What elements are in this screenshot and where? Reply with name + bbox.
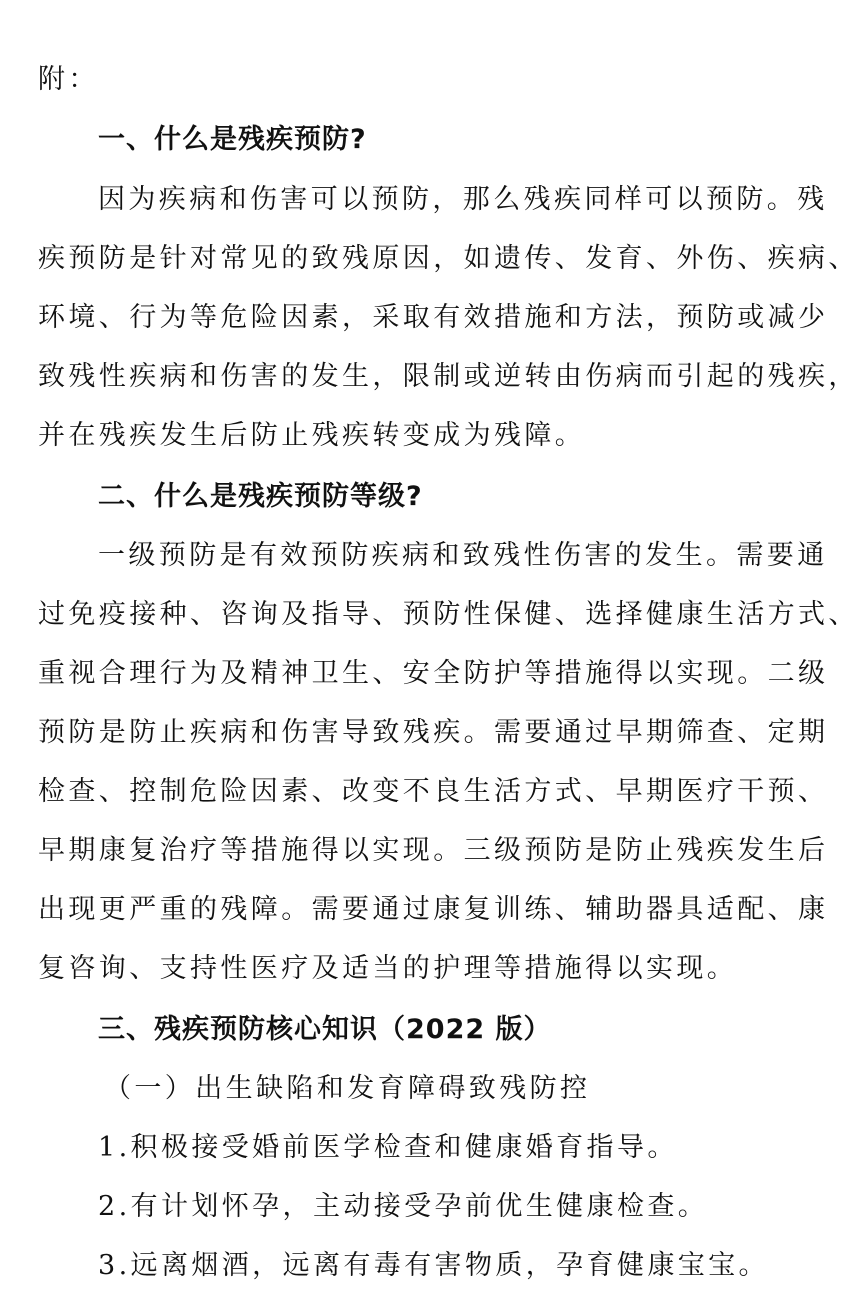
section-2-line-6: 早期康复治疗等措施得以实现。三级预防是防止残疾发生后 xyxy=(38,835,829,866)
section-2-line-2: 过免疫接种、咨询及指导、预防性保健、选择健康生活方式、 xyxy=(38,599,859,630)
list-item-2: 2.有计划怀孕，主动接受孕前优生健康检查。 xyxy=(98,1191,709,1222)
section-3-subheading: （一）出生缺陷和发育障碍致残防控 xyxy=(104,1073,591,1104)
section-1-line-2: 疾预防是针对常见的致残原因，如遗传、发育、外伤、疾病、 xyxy=(38,243,859,274)
attachment-label: 附： xyxy=(38,64,99,95)
section-1-heading: 一、什么是残疾预防? xyxy=(98,124,367,155)
section-2-heading: 二、什么是残疾预防等级? xyxy=(98,481,423,512)
list-item-1: 1.积极接受婚前医学检查和健康婚育指导。 xyxy=(98,1132,678,1163)
section-2-line-3: 重视合理行为及精神卫生、安全防护等措施得以实现。二级 xyxy=(38,658,829,689)
section-2-line-8: 复咨询、支持性医疗及适当的护理等措施得以实现。 xyxy=(38,953,738,984)
list-item-3: 3.远离烟酒，远离有毒有害物质，孕育健康宝宝。 xyxy=(98,1250,769,1281)
section-2-line-4: 预防是防止疾病和伤害导致残疾。需要通过早期筛查、定期 xyxy=(38,717,829,748)
section-2-line-1: 一级预防是有效预防疾病和致残性伤害的发生。需要通 xyxy=(98,540,828,571)
section-1-line-5: 并在残疾发生后防止残疾转变成为残障。 xyxy=(38,420,586,451)
section-1-line-3: 环境、行为等危险因素，采取有效措施和方法，预防或减少 xyxy=(38,302,829,333)
section-1-line-1: 因为疾病和伤害可以预防，那么残疾同样可以预防。残 xyxy=(98,184,828,215)
section-2-line-7: 出现更严重的残障。需要通过康复训练、辅助器具适配、康 xyxy=(38,894,829,925)
section-2-line-5: 检查、控制危险因素、改变不良生活方式、早期医疗干预、 xyxy=(38,776,829,807)
section-3-heading: 三、残疾预防核心知识（2022 版） xyxy=(98,1014,552,1045)
section-1-line-4: 致残性疾病和伤害的发生，限制或逆转由伤病而引起的残疾， xyxy=(38,361,859,392)
